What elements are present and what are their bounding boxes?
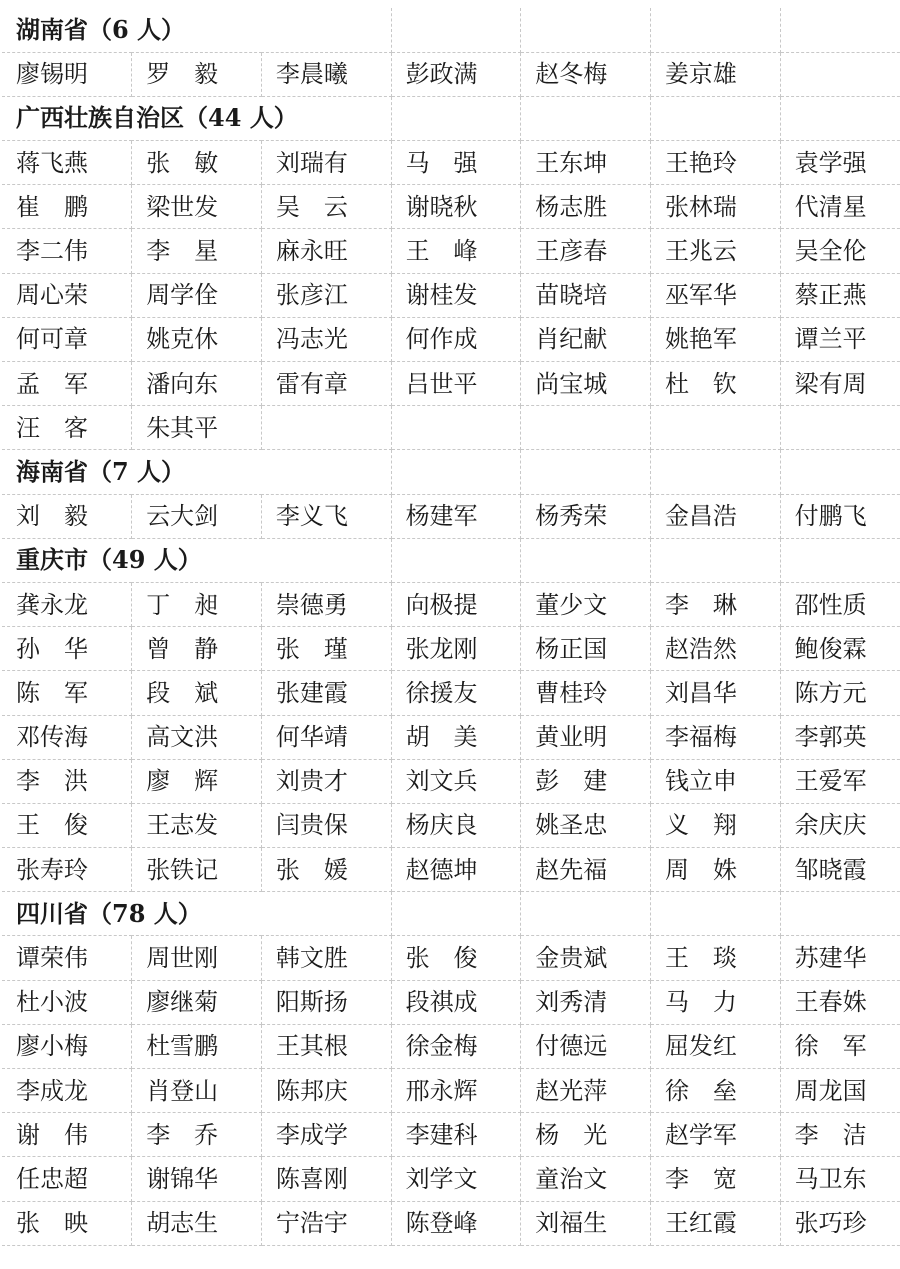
empty-cell <box>650 406 780 450</box>
person-name-cell: 谢 伟 <box>2 1113 132 1157</box>
person-name-cell: 李 宽 <box>650 1157 780 1201</box>
person-name-cell: 徐援友 <box>391 671 521 715</box>
person-name-cell: 何可章 <box>2 317 132 361</box>
section-header-row <box>2 450 900 494</box>
person-name-cell: 金昌浩 <box>650 494 780 538</box>
person-name-cell: 赵冬梅 <box>521 52 651 96</box>
person-name-cell: 赵浩然 <box>650 627 780 671</box>
person-name-cell: 尚宝城 <box>521 362 651 406</box>
person-name-cell: 杨正国 <box>521 627 651 671</box>
empty-cell <box>521 892 651 936</box>
person-name-cell: 王春姝 <box>780 980 900 1024</box>
person-name-cell: 王兆云 <box>650 229 780 273</box>
person-name-cell: 云大剑 <box>132 494 262 538</box>
empty-cell <box>391 538 521 582</box>
person-name-cell: 李晨曦 <box>261 52 391 96</box>
person-name-cell: 姚艳军 <box>650 317 780 361</box>
person-name-cell: 张 敏 <box>132 141 262 185</box>
person-name-cell: 王志发 <box>132 803 262 847</box>
name-row <box>2 759 900 803</box>
person-name-cell: 何华靖 <box>261 715 391 759</box>
person-name-cell: 周龙国 <box>780 1069 900 1113</box>
person-name-cell: 谢锦华 <box>132 1157 262 1201</box>
empty-cell <box>780 8 900 52</box>
person-name-cell: 谭兰平 <box>780 317 900 361</box>
empty-cell <box>780 450 900 494</box>
person-name-cell: 汪 客 <box>2 406 132 450</box>
person-name-cell: 李义飞 <box>261 494 391 538</box>
person-name-cell: 王其根 <box>261 1024 391 1068</box>
person-name-cell: 廖继菊 <box>132 980 262 1024</box>
person-name-cell: 高文洪 <box>132 715 262 759</box>
person-name-cell: 袁学强 <box>780 141 900 185</box>
person-name-cell: 徐金梅 <box>391 1024 521 1068</box>
person-name-cell: 赵学军 <box>650 1113 780 1157</box>
person-name-cell: 任忠超 <box>2 1157 132 1201</box>
person-name-cell: 李 乔 <box>132 1113 262 1157</box>
person-name-cell: 邓传海 <box>2 715 132 759</box>
person-name-cell: 彭政满 <box>391 52 521 96</box>
person-name-cell: 杜雪鹏 <box>132 1024 262 1068</box>
empty-cell <box>650 538 780 582</box>
name-row <box>2 848 900 892</box>
person-name-cell: 吴 云 <box>261 185 391 229</box>
empty-cell <box>521 538 651 582</box>
person-name-cell: 孙 华 <box>2 627 132 671</box>
person-name-cell: 阳斯扬 <box>261 980 391 1024</box>
person-name-cell: 刘 毅 <box>2 494 132 538</box>
person-name-cell: 吕世平 <box>391 362 521 406</box>
person-name-cell: 肖纪献 <box>521 317 651 361</box>
person-name-cell: 崔 鹏 <box>2 185 132 229</box>
empty-cell <box>780 52 900 96</box>
person-name-cell: 周世刚 <box>132 936 262 980</box>
empty-cell <box>650 8 780 52</box>
person-name-cell: 梁有周 <box>780 362 900 406</box>
person-name-cell: 胡 美 <box>391 715 521 759</box>
person-name-cell: 陈登峰 <box>391 1201 521 1245</box>
person-name-cell: 李成学 <box>261 1113 391 1157</box>
name-row <box>2 141 900 185</box>
person-name-cell: 朱其平 <box>132 406 262 450</box>
person-name-cell: 付鹏飞 <box>780 494 900 538</box>
person-name-cell: 李二伟 <box>2 229 132 273</box>
person-name-cell: 彭 建 <box>521 759 651 803</box>
person-name-cell: 梁世发 <box>132 185 262 229</box>
person-name-cell: 蒋飞燕 <box>2 141 132 185</box>
person-name-cell: 孟 军 <box>2 362 132 406</box>
section-header-row <box>2 538 900 582</box>
person-name-cell: 刘学文 <box>391 1157 521 1201</box>
person-name-cell: 刘贵才 <box>261 759 391 803</box>
person-name-cell: 杨秀荣 <box>521 494 651 538</box>
person-name-cell: 雷有章 <box>261 362 391 406</box>
person-name-cell: 周学佺 <box>132 273 262 317</box>
person-name-cell: 鲍俊霖 <box>780 627 900 671</box>
person-name-cell: 邢永辉 <box>391 1069 521 1113</box>
section-title: 海南省（7 人） <box>2 450 391 494</box>
section-title: 重庆市（49 人） <box>2 538 391 582</box>
section-header-row <box>2 892 900 936</box>
empty-cell <box>780 538 900 582</box>
person-name-cell: 陈 军 <box>2 671 132 715</box>
person-name-cell: 李郭英 <box>780 715 900 759</box>
person-name-cell: 张龙刚 <box>391 627 521 671</box>
section-title: 湖南省（6 人） <box>2 8 391 52</box>
person-name-cell: 徐 军 <box>780 1024 900 1068</box>
name-row <box>2 229 900 273</box>
name-list-table <box>2 8 900 1246</box>
person-name-cell: 董少文 <box>521 582 651 626</box>
person-name-cell: 谢桂发 <box>391 273 521 317</box>
person-name-cell: 陈方元 <box>780 671 900 715</box>
name-row <box>2 803 900 847</box>
person-name-cell: 王红霞 <box>650 1201 780 1245</box>
person-name-cell: 马 力 <box>650 980 780 1024</box>
empty-cell <box>521 96 651 140</box>
person-name-cell: 黄业明 <box>521 715 651 759</box>
name-row <box>2 627 900 671</box>
person-name-cell: 张 俊 <box>391 936 521 980</box>
empty-cell <box>780 96 900 140</box>
name-row <box>2 185 900 229</box>
empty-cell <box>650 892 780 936</box>
person-name-cell: 崇德勇 <box>261 582 391 626</box>
person-name-cell: 义 翔 <box>650 803 780 847</box>
person-name-cell: 李 洁 <box>780 1113 900 1157</box>
section-title: 四川省（78 人） <box>2 892 391 936</box>
person-name-cell: 邹晓霞 <box>780 848 900 892</box>
name-row <box>2 936 900 980</box>
empty-cell <box>391 406 521 450</box>
person-name-cell: 冯志光 <box>261 317 391 361</box>
empty-cell <box>391 892 521 936</box>
person-name-cell: 吴全伦 <box>780 229 900 273</box>
name-row <box>2 582 900 626</box>
name-row <box>2 1157 900 1201</box>
name-row <box>2 52 900 96</box>
empty-cell <box>391 8 521 52</box>
person-name-cell: 巫军华 <box>650 273 780 317</box>
empty-cell <box>261 406 391 450</box>
empty-cell <box>650 96 780 140</box>
person-name-cell: 张 映 <box>2 1201 132 1245</box>
person-name-cell: 赵德坤 <box>391 848 521 892</box>
person-name-cell: 杨志胜 <box>521 185 651 229</box>
empty-cell <box>521 8 651 52</box>
person-name-cell: 杨 光 <box>521 1113 651 1157</box>
person-name-cell: 陈喜刚 <box>261 1157 391 1201</box>
person-name-cell: 王东坤 <box>521 141 651 185</box>
empty-cell <box>391 450 521 494</box>
person-name-cell: 何作成 <box>391 317 521 361</box>
name-row <box>2 406 900 450</box>
person-name-cell: 姜京雄 <box>650 52 780 96</box>
person-name-cell: 杨建军 <box>391 494 521 538</box>
person-name-cell: 赵先福 <box>521 848 651 892</box>
person-name-cell: 李 琳 <box>650 582 780 626</box>
person-name-cell: 廖 辉 <box>132 759 262 803</box>
person-name-cell: 杜 钦 <box>650 362 780 406</box>
person-name-cell: 罗 毅 <box>132 52 262 96</box>
person-name-cell: 潘向东 <box>132 362 262 406</box>
person-name-cell: 杜小波 <box>2 980 132 1024</box>
empty-cell <box>650 450 780 494</box>
person-name-cell: 李福梅 <box>650 715 780 759</box>
section-header-row <box>2 96 900 140</box>
person-name-cell: 付德远 <box>521 1024 651 1068</box>
person-name-cell: 张建霞 <box>261 671 391 715</box>
person-name-cell: 杨庆良 <box>391 803 521 847</box>
name-row <box>2 1069 900 1113</box>
empty-cell <box>780 406 900 450</box>
person-name-cell: 胡志生 <box>132 1201 262 1245</box>
name-row <box>2 317 900 361</box>
person-name-cell: 曾 静 <box>132 627 262 671</box>
person-name-cell: 邵性质 <box>780 582 900 626</box>
person-name-cell: 马卫东 <box>780 1157 900 1201</box>
person-name-cell: 周心荣 <box>2 273 132 317</box>
person-name-cell: 王彦春 <box>521 229 651 273</box>
person-name-cell: 刘福生 <box>521 1201 651 1245</box>
person-name-cell: 张 瑾 <box>261 627 391 671</box>
name-row <box>2 273 900 317</box>
person-name-cell: 屈发红 <box>650 1024 780 1068</box>
person-name-cell: 李成龙 <box>2 1069 132 1113</box>
person-name-cell: 宁浩宇 <box>261 1201 391 1245</box>
name-row <box>2 1113 900 1157</box>
name-row <box>2 980 900 1024</box>
person-name-cell: 闫贵保 <box>261 803 391 847</box>
person-name-cell: 蔡正燕 <box>780 273 900 317</box>
person-name-cell: 徐 垒 <box>650 1069 780 1113</box>
person-name-cell: 余庆庆 <box>780 803 900 847</box>
person-name-cell: 代清星 <box>780 185 900 229</box>
name-row <box>2 1024 900 1068</box>
person-name-cell: 段祺成 <box>391 980 521 1024</box>
person-name-cell: 张巧珍 <box>780 1201 900 1245</box>
section-title: 广西壮族自治区（44 人） <box>2 96 391 140</box>
person-name-cell: 张寿玲 <box>2 848 132 892</box>
person-name-cell: 张铁记 <box>132 848 262 892</box>
person-name-cell: 赵光萍 <box>521 1069 651 1113</box>
person-name-cell: 曹桂玲 <box>521 671 651 715</box>
empty-cell <box>391 96 521 140</box>
person-name-cell: 龚永龙 <box>2 582 132 626</box>
section-header-row <box>2 8 900 52</box>
person-name-cell: 向极提 <box>391 582 521 626</box>
person-name-cell: 陈邦庆 <box>261 1069 391 1113</box>
empty-cell <box>521 450 651 494</box>
person-name-cell: 童治文 <box>521 1157 651 1201</box>
person-name-cell: 苏建华 <box>780 936 900 980</box>
empty-cell <box>780 892 900 936</box>
person-name-cell: 苗晓培 <box>521 273 651 317</box>
person-name-cell: 张彦江 <box>261 273 391 317</box>
person-name-cell: 刘秀清 <box>521 980 651 1024</box>
person-name-cell: 王 俊 <box>2 803 132 847</box>
person-name-cell: 谢晓秋 <box>391 185 521 229</box>
person-name-cell: 刘瑞有 <box>261 141 391 185</box>
person-name-cell: 肖登山 <box>132 1069 262 1113</box>
person-name-cell: 张林瑞 <box>650 185 780 229</box>
person-name-cell: 王 峰 <box>391 229 521 273</box>
person-name-cell: 廖锡明 <box>2 52 132 96</box>
person-name-cell: 刘文兵 <box>391 759 521 803</box>
person-name-cell: 丁 昶 <box>132 582 262 626</box>
person-name-cell: 韩文胜 <box>261 936 391 980</box>
person-name-cell: 姚克休 <box>132 317 262 361</box>
empty-cell <box>521 406 651 450</box>
person-name-cell: 姚圣忠 <box>521 803 651 847</box>
person-name-cell: 王艳玲 <box>650 141 780 185</box>
person-name-cell: 金贵斌 <box>521 936 651 980</box>
person-name-cell: 张 媛 <box>261 848 391 892</box>
name-row <box>2 362 900 406</box>
person-name-cell: 刘昌华 <box>650 671 780 715</box>
name-row <box>2 671 900 715</box>
person-name-cell: 李 洪 <box>2 759 132 803</box>
name-row <box>2 715 900 759</box>
person-name-cell: 李建科 <box>391 1113 521 1157</box>
person-name-cell: 钱立申 <box>650 759 780 803</box>
person-name-cell: 段 斌 <box>132 671 262 715</box>
person-name-cell: 李 星 <box>132 229 262 273</box>
person-name-cell: 王 琰 <box>650 936 780 980</box>
person-name-cell: 廖小梅 <box>2 1024 132 1068</box>
person-name-cell: 王爱军 <box>780 759 900 803</box>
person-name-cell: 谭荣伟 <box>2 936 132 980</box>
person-name-cell: 马 强 <box>391 141 521 185</box>
name-row <box>2 494 900 538</box>
person-name-cell: 周 姝 <box>650 848 780 892</box>
person-name-cell: 麻永旺 <box>261 229 391 273</box>
name-row <box>2 1201 900 1245</box>
